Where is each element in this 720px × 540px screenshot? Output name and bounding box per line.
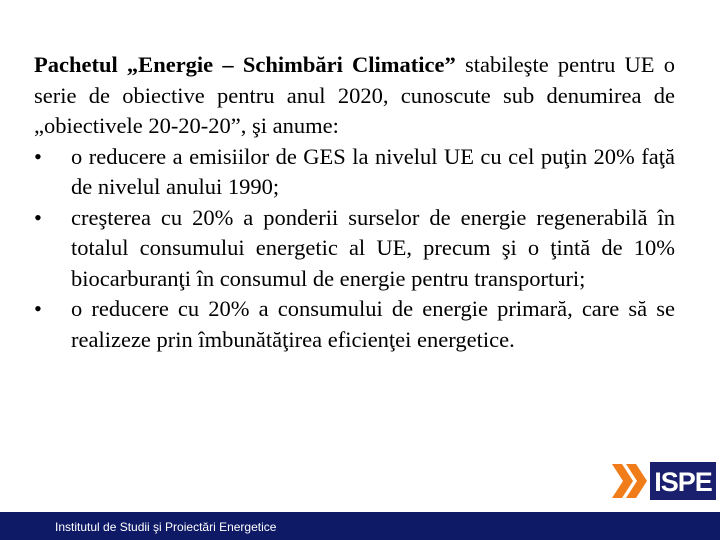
footer-bar [0,512,720,540]
list-item [34,142,675,203]
bullet-icon: • [34,296,42,321]
list-item [34,294,675,355]
objectives-list [34,142,675,356]
slide-body [34,50,675,355]
intro-text: stabileşte pentru UE o serie de obiective pentru anul 2020, cunoscute sub denumirea de „obiectivele 20-20-20”, şi anume: [34,52,675,138]
bullet-icon: • [34,143,42,169]
list-item-text: creşterea cu 20% a ponderii surselor de energie regenerabilă în totalul consumului energetic al UE, precum şi o ţintă de 10% biocarburanţi în consumul de energie pentru transporturi; [71,204,675,291]
intro-paragraph [34,50,675,142]
ispe-logo [612,458,718,504]
list-item-text: o reducere a emisiilor de GES la nivelul UE cu cel puţin 20% faţă de nivelul anului 1990; [71,143,675,199]
ispe-logo-graphic [612,458,718,504]
list-item [34,203,675,295]
package-title: Pachetul „Energie – Schimbări Climatice” [34,52,456,77]
list-item-text: o reducere cu 20% a consumului de energie primară, care să se realizeze prin îmbunătăţirea eficienţei energetice. [71,296,675,352]
footer-institution-name: Institutul de Studii şi Proiectări Energetice [55,520,277,534]
logo-wordmark: ISPE [654,467,712,497]
bullet-icon: • [34,204,42,230]
